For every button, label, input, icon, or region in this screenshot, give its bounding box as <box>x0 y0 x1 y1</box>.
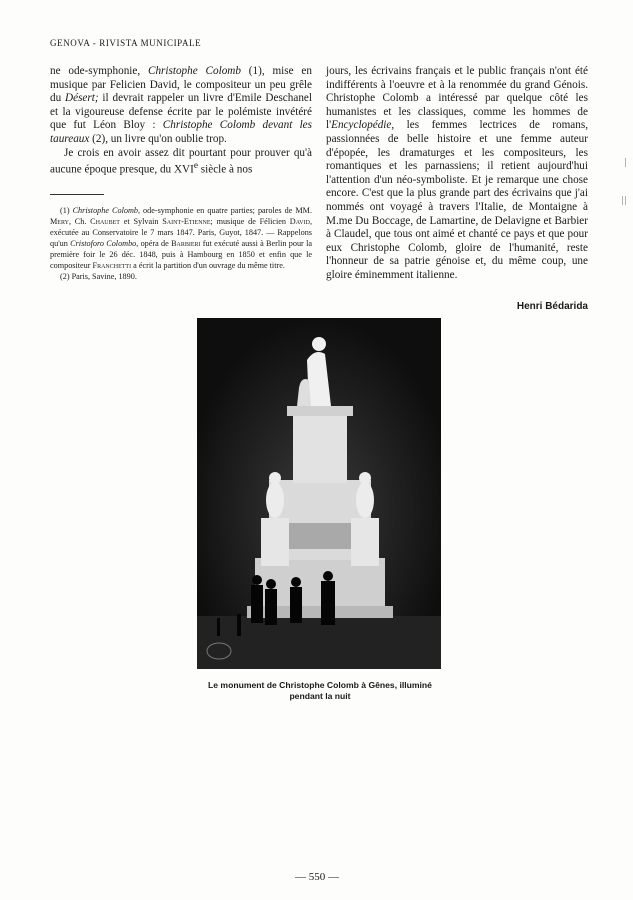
monument-photo <box>197 318 441 669</box>
footnote-1: (1) Christophe Colomb, ode-symphonie en quatre parties; paroles de MM. Mery, Ch. Chaubet et Sylvain Saint-Etienne; musique de Félicien David, exécutée au Conservatoire le 7 mars 1847. Paris, Guyot, 1847. — Rappelons qu'un Cristoforo Colombo, opéra de Barbieri fut exécuté aussi à Berlin pour la première foir le 26 déc. 1848, puis à Hambourg en 1850 et enfin que le compositeur Franchetti a écrit la partition d'un ouvrage du même titre. <box>50 206 312 271</box>
edge-mark-2: || <box>620 196 627 206</box>
left-column <box>50 65 312 282</box>
right-paragraph-1: jours, les écrivains français et le public français n'ont été indifférents à l'oeuvre et à la renommée du grand Génois. Christophe Colomb a intéressé par quelque côté les humanistes et les classiques, comme les hommes de l'Encyclopédie, les femmes lectrices de romans, passionnées de belle histoire et une femme auteur d'épopée, les dramaturges et les compositeurs, les romantiques et les parnassiens; il retient aujourd'hui l'attention d'un néo-symboliste. Et je remarque une chose encore. C'est que la plus grande part des écrivains que j'ai nommés ont voyagé à travers l'Italie, de Montaigne à M.me Du Boccage, de Lamartine, de Delavigne et Barbier à Claudel, que tous ont aimé et chanté ce pays et que pour eux Christophe Colomb, gloire de l'humanité, reste l'honneur de sa patrie génoise et, du même coup, une gloire éminemment italienne. <box>326 65 588 281</box>
right-column <box>326 65 588 313</box>
running-head: GENOVA - RIVISTA MUNICIPALE <box>50 38 202 48</box>
monument-illustration <box>197 318 441 669</box>
left-paragraph-1: ne ode-symphonie, Christophe Colomb (1), mise en musique par Felicien David, le compositeur un peu grêle du Désert; il devrait rappeler un livre d'Emile Deschanel et la vigoureuse defense écrite par le polémiste invétéré que fut Léon Bloy : Christophe Colomb devant les taureaux (2), un livre qu'on oublie trop. <box>50 65 313 145</box>
figure-caption <box>180 680 460 701</box>
page-number: — 550 — <box>295 871 339 883</box>
footnote-2: (2) Paris, Savine, 1890. <box>60 272 137 282</box>
caption-line-1: Le monument de Christophe Colomb à Gênes, illuminé <box>208 680 432 690</box>
footnote-rule <box>50 194 104 195</box>
left-paragraph-2: Je crois en avoir assez dit pourtant pour prouver qu'à aucune époque presque, du XVIe siècle à nos <box>50 146 312 176</box>
edge-mark-1: | <box>623 158 627 168</box>
author-signature: Henri Bédarida <box>516 300 588 312</box>
caption-line-2: pendant la nuit <box>289 690 351 701</box>
